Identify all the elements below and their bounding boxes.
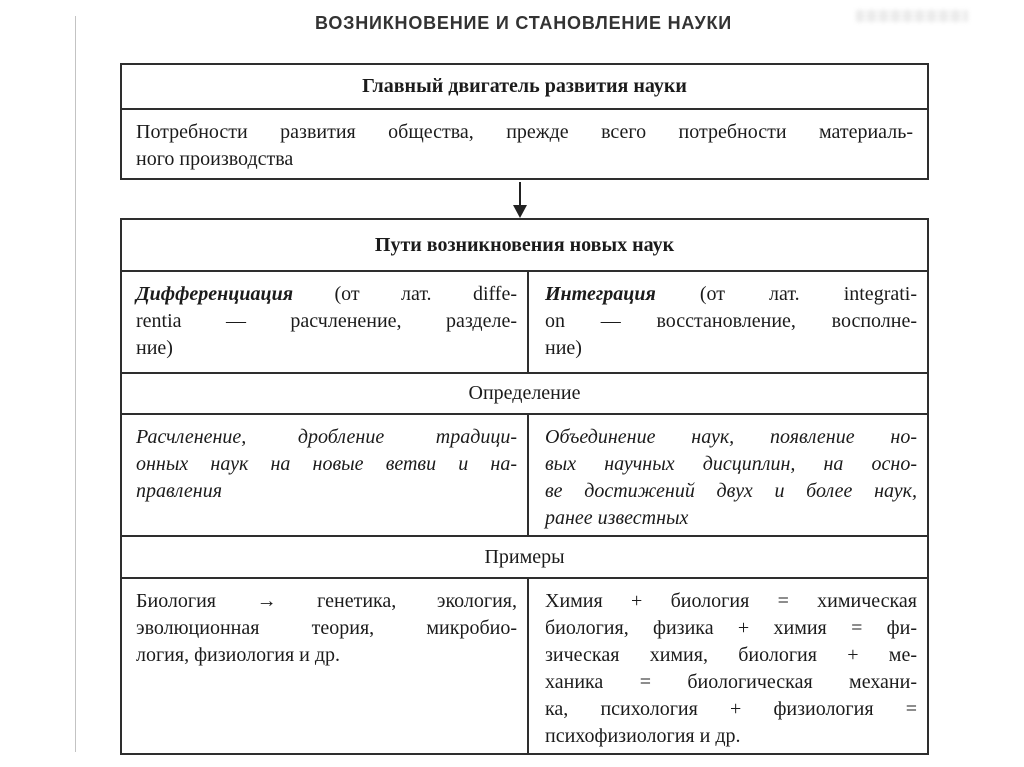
examples-row-header: Примеры (122, 535, 927, 577)
driver-box-text: Потребности развития общества, прежде всего потребности материаль- ного производства (136, 121, 913, 170)
paths-table (120, 218, 929, 755)
cell-definition-differentiation: Расчленение, дробление традици- онных наук на новые ветви и на- правления (136, 426, 517, 502)
terms-row (122, 270, 927, 372)
driver-box (120, 63, 929, 180)
slide-edge-line (75, 16, 76, 752)
down-arrow-stem (519, 182, 521, 207)
cell-examples-differentiation: Биология → генетика, экология, эволюционная теория, микробио- логия, физиология и др. (136, 590, 517, 666)
paths-table-title: Пути возникновения новых наук (374, 233, 675, 256)
down-arrow-head (513, 205, 527, 218)
cell-examples-integration: Химия + биология = химическая биология, физика + химия = фи- зическая химия, биология + ме- ханика = биологическая механи- ка, психология + физиология = психофизиология и др. (527, 579, 927, 753)
definition-row-header: Определение (122, 372, 927, 413)
cell-integration-term: Интеграция (от лат. integrati- on — восстановление, восполне- ние) (527, 272, 927, 372)
cell-differentiation-term: Дифференциация (от лат. diffe- rentia — расчленение, разделе- ние) (136, 283, 517, 359)
down-arrow-icon (512, 182, 528, 218)
cell-definition-integration: Объединение наук, появление но- вых научных дисциплин, на осно- ве достижений двух и более наук, ранее известных (527, 415, 927, 535)
examples-row (122, 577, 927, 753)
definitions-row (122, 413, 927, 535)
page-title: ВОЗНИКНОВЕНИЕ И СТАНОВЛЕНИЕ НАУКИ (314, 13, 732, 33)
driver-box-title: Главный двигатель развития науки (122, 65, 927, 110)
